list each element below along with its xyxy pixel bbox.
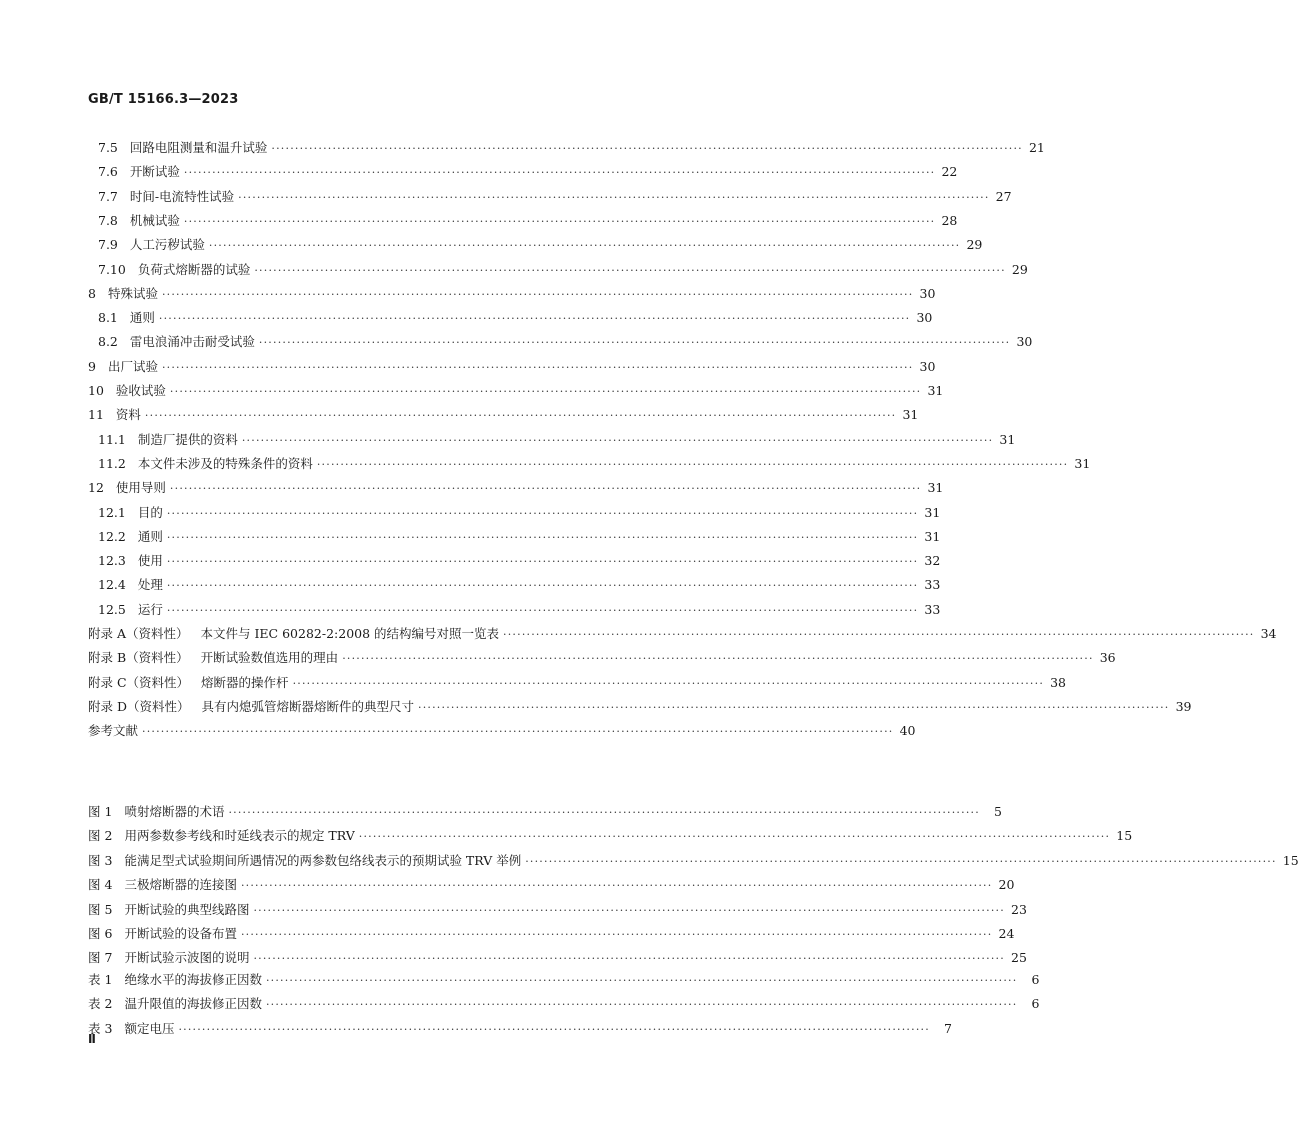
leader-dots: ································································································································································: [169, 482, 922, 496]
leader-dots: ································································································································································: [238, 190, 990, 204]
toc-entry-section[interactable]: [0, 673, 1067, 693]
toc-entry-section[interactable]: [0, 308, 933, 328]
toc-entry-page: 29: [1011, 261, 1028, 277]
leader-dots: ································································································································································: [241, 433, 994, 447]
leader-dots: ································································································································································: [228, 806, 980, 819]
toc-entry-section[interactable]: [0, 624, 1277, 644]
leader-dots: ································································································································································: [265, 998, 1018, 1012]
toc-entry-title: 绝缘水平的海拔修正因数: [124, 972, 262, 987]
toc-entry-section[interactable]: [0, 575, 941, 595]
toc-entry-title: 具有内熄弧管熔断器熔断件的典型尺寸: [201, 698, 415, 714]
leader-dots: ································································································································································: [358, 830, 1111, 844]
toc-entry-number: 12.5: [98, 601, 126, 617]
toc-entry-page: 30: [919, 358, 936, 374]
toc-entry-title: 机械试验: [129, 212, 180, 228]
toc-entry-page: 23: [1011, 901, 1027, 917]
toc-entry-title: 能满足型式试验期间所遇情况的两参数包络线表示的预期试验 TRV 举例: [124, 852, 522, 868]
toc-entry-title: 通则: [129, 310, 155, 326]
toc-entry-section[interactable]: [0, 260, 1028, 280]
toc-entry-page: 31: [902, 407, 919, 423]
toc-entry-page: 32: [924, 553, 941, 569]
toc-entry-title: 温升限值的海拔修正因数: [124, 996, 262, 1012]
toc-entry-page: 30: [1016, 334, 1033, 350]
leader-dots: ································································································································································: [142, 725, 894, 739]
leader-dots: ································································································································································: [271, 142, 1023, 155]
toc-entry-figure[interactable]: [0, 948, 1027, 968]
toc-entry-section[interactable]: [0, 454, 1091, 474]
toc-entry-title: 回路电阻测量和温升试验: [129, 140, 268, 155]
toc-entry-page: 25: [1011, 950, 1027, 966]
leader-dots: ································································································································································: [178, 1022, 930, 1036]
toc-entry-title: 使用: [137, 553, 163, 569]
toc-entry-page: 29: [966, 237, 983, 253]
toc-entry-number: 附录 A（资料性）: [88, 626, 189, 641]
leader-dots: ································································································································································: [253, 903, 1005, 917]
toc-entry-page: 34: [1260, 626, 1277, 641]
toc-entry-number: 12: [88, 480, 104, 496]
toc-entry-number: 表 1: [88, 972, 113, 987]
leader-dots: ································································································································································: [240, 879, 993, 893]
page-number: Ⅱ: [88, 1032, 96, 1046]
toc-entry-title: 特殊试验: [107, 285, 158, 301]
toc-entry-page: 15: [1282, 852, 1299, 868]
leader-dots: ································································································································································: [166, 506, 919, 520]
toc-entry-page: 31: [927, 383, 944, 398]
toc-entry-page: 40: [899, 723, 916, 739]
toc-entry-page: 22: [941, 164, 958, 180]
toc-entry-number: 8.1: [98, 310, 118, 326]
leader-dots: ································································································································································: [183, 214, 936, 228]
toc-entry-number: 11.2: [98, 455, 126, 471]
toc-entry-page: 7: [943, 1020, 952, 1036]
toc-entry-section[interactable]: [0, 697, 1192, 717]
leader-dots: ································································································································································: [161, 360, 914, 374]
toc-entry-title: 雷电浪涌冲击耐受试验: [129, 334, 255, 350]
toc-entry-title: 目的: [137, 504, 163, 520]
leader-dots: ································································································································································: [503, 628, 1255, 641]
toc-entry-number: 12.2: [98, 528, 126, 544]
leader-dots: ································································································································································: [169, 385, 922, 398]
toc-entry-number: 12.3: [98, 553, 126, 569]
toc-entry-number: 8.2: [98, 334, 118, 350]
toc-entry-title: 开断试验示波图的说明: [124, 950, 250, 966]
toc-entry-page: 31: [999, 431, 1016, 447]
toc-entry-section[interactable]: [0, 430, 1016, 450]
toc-entry-number: 参考文献: [88, 723, 139, 739]
toc-entry-title: 验收试验: [115, 383, 166, 398]
toc-entry-page: 28: [941, 212, 958, 228]
toc-entry-number: 12.1: [98, 504, 126, 520]
toc-entry-number: 图 1: [88, 804, 113, 819]
toc-entry-number: 附录 D（资料性）: [88, 698, 190, 714]
toc-entry-page: 30: [919, 285, 936, 301]
toc-entry-page: 31: [924, 504, 941, 520]
toc-entry-number: 11: [88, 407, 104, 423]
toc-entry-page: 20: [998, 877, 1015, 893]
toc-entry-figure[interactable]: [0, 924, 1015, 944]
toc-entry-title: 使用导则: [115, 480, 166, 496]
toc-entry-title: 喷射熔断器的术语: [124, 804, 225, 819]
toc-entry-section[interactable]: [0, 357, 936, 377]
toc-entry-title: 制造厂提供的资料: [137, 431, 238, 447]
toc-entry-section[interactable]: [0, 162, 958, 182]
toc-entry-page: 31: [927, 480, 944, 496]
toc-entry-page: 33: [924, 577, 941, 593]
toc-entry-section[interactable]: [0, 478, 944, 498]
toc-entry-number: 12.4: [98, 577, 126, 593]
toc-entry-title: 时间-电流特性试验: [129, 188, 235, 204]
toc-entry-number: 附录 B（资料性）: [88, 650, 189, 666]
toc-entry-number: 8: [88, 285, 96, 301]
toc-entry-figure[interactable]: [0, 900, 1027, 920]
toc-entry-title: 处理: [137, 577, 163, 593]
toc-entry-title: 资料: [115, 407, 141, 423]
toc-entry-number: 7.7: [98, 188, 118, 204]
toc-entry-figure[interactable]: [0, 851, 1299, 871]
toc-entry-section[interactable]: [0, 332, 1033, 352]
leader-dots: ································································································································································: [240, 928, 993, 941]
toc-entry-number: 7.8: [98, 212, 118, 228]
toc-entry-section[interactable]: [0, 648, 1116, 668]
toc-entry-title: 运行: [137, 601, 163, 617]
document-number: GB/T 15166.3—2023: [88, 92, 239, 107]
toc-entry-title: 熔断器的操作杆: [201, 674, 289, 690]
leader-dots: ································································································································································: [208, 239, 961, 253]
toc-entry-page: 38: [1050, 674, 1067, 690]
toc-entry-number: 表 3: [88, 1020, 113, 1036]
toc-entry-title: 负荷式熔断器的试验: [137, 261, 251, 277]
toc-entry-number: 11.1: [98, 431, 126, 447]
toc-entry-page: 6: [1031, 996, 1040, 1012]
toc-entry-title: 开断试验: [129, 164, 180, 180]
toc-entry-title: 开断试验数值选用的理由: [200, 650, 339, 666]
leader-dots: ································································································································································: [166, 579, 919, 593]
leader-dots: ································································································································································: [525, 854, 1277, 868]
toc-entry-number: 表 2: [88, 996, 113, 1012]
toc-entry-title: 出厂试验: [107, 358, 158, 374]
leader-dots: ································································································································································: [254, 263, 1006, 277]
toc-entry-number: 图 4: [88, 877, 113, 893]
toc-entry-number: 7.6: [98, 164, 118, 180]
toc-entry-page: 15: [1116, 828, 1133, 844]
toc-entry-title: 人工污秽试验: [129, 237, 205, 253]
toc-entry-title: 通则: [137, 528, 163, 544]
toc-entry-number: 7.9: [98, 237, 118, 253]
toc-entry-page: 30: [916, 310, 933, 326]
toc-entry-page: 27: [995, 188, 1012, 204]
toc-entry-page: 6: [1031, 972, 1040, 987]
toc-entry-number: 图 2: [88, 828, 113, 844]
toc-entry-number: 7.10: [98, 261, 126, 277]
toc-entry-title: 三极熔断器的连接图: [124, 877, 237, 893]
leader-dots: ································································································································································: [418, 700, 1170, 714]
toc-entry-number: 10: [88, 383, 104, 398]
toc-entry-table[interactable]: [0, 994, 1040, 1014]
toc-entry-section[interactable]: [0, 405, 919, 425]
toc-entry-page: 24: [998, 926, 1015, 941]
toc-entry-section[interactable]: [0, 600, 941, 620]
toc-entry-page: 31: [924, 528, 941, 544]
toc-entry-title: 用两参数参考线和时延线表示的规定 TRV: [124, 828, 355, 844]
toc-entry-title: 本文件未涉及的特殊条件的资料: [137, 455, 313, 471]
toc-entry-number: 图 6: [88, 926, 113, 941]
toc-entry-section[interactable]: [0, 527, 941, 547]
toc-entry-figure[interactable]: [0, 802, 1002, 822]
leader-dots: ································································································································································: [265, 974, 1018, 987]
toc-entry-section[interactable]: [0, 235, 983, 255]
leader-dots: ································································································································································: [316, 457, 1069, 471]
toc-entry-section[interactable]: [0, 503, 941, 523]
toc-entry-title: 额定电压: [124, 1020, 175, 1036]
toc-entry-section[interactable]: [0, 721, 916, 741]
toc-entry-number: 9: [88, 358, 96, 374]
toc-entry-title: 开断试验的设备布置: [124, 926, 237, 941]
toc-entry-number: 图 3: [88, 852, 113, 868]
leader-dots: ································································································································································: [144, 409, 897, 423]
leader-dots: ································································································································································: [258, 336, 1011, 350]
toc-entry-section[interactable]: [0, 211, 958, 231]
toc-entry-title: 本文件与 IEC 60282-2:2008 的结构编号对照一览表: [200, 626, 500, 641]
toc-entry-section[interactable]: [0, 551, 941, 571]
toc-entry-section[interactable]: [0, 381, 944, 401]
leader-dots: ································································································································································: [166, 603, 919, 617]
leader-dots: ································································································································································: [158, 312, 911, 326]
toc-entry-table[interactable]: [0, 1019, 952, 1039]
leader-dots: ································································································································································: [342, 652, 1094, 666]
toc-entry-number: 图 5: [88, 901, 113, 917]
leader-dots: ································································································································································: [166, 530, 919, 544]
toc-entry-page: 39: [1175, 698, 1192, 714]
leader-dots: ································································································································································: [292, 676, 1045, 690]
toc-entry-table[interactable]: [0, 970, 1040, 990]
toc-entry-title: 开断试验的典型线路图: [124, 901, 250, 917]
toc-entry-number: 附录 C（资料性）: [88, 674, 190, 690]
toc-entry-section[interactable]: [0, 138, 1045, 158]
toc-entry-page: 36: [1099, 650, 1116, 666]
toc-entry-section[interactable]: [0, 187, 1012, 207]
toc-entry-figure[interactable]: [0, 826, 1133, 846]
toc-entry-page: 33: [924, 601, 941, 617]
leader-dots: ································································································································································: [253, 952, 1005, 966]
toc-entry-figure[interactable]: [0, 875, 1015, 895]
toc-entry-page: 21: [1028, 140, 1045, 155]
leader-dots: ································································································································································: [161, 287, 914, 301]
toc-entry-number: 图 7: [88, 950, 113, 966]
leader-dots: ································································································································································: [166, 555, 919, 569]
toc-entry-page: 5: [993, 804, 1002, 819]
leader-dots: ································································································································································: [183, 166, 936, 180]
toc-entry-section[interactable]: [0, 284, 936, 304]
toc-entry-page: 31: [1074, 455, 1091, 471]
toc-entry-number: 7.5: [98, 140, 118, 155]
